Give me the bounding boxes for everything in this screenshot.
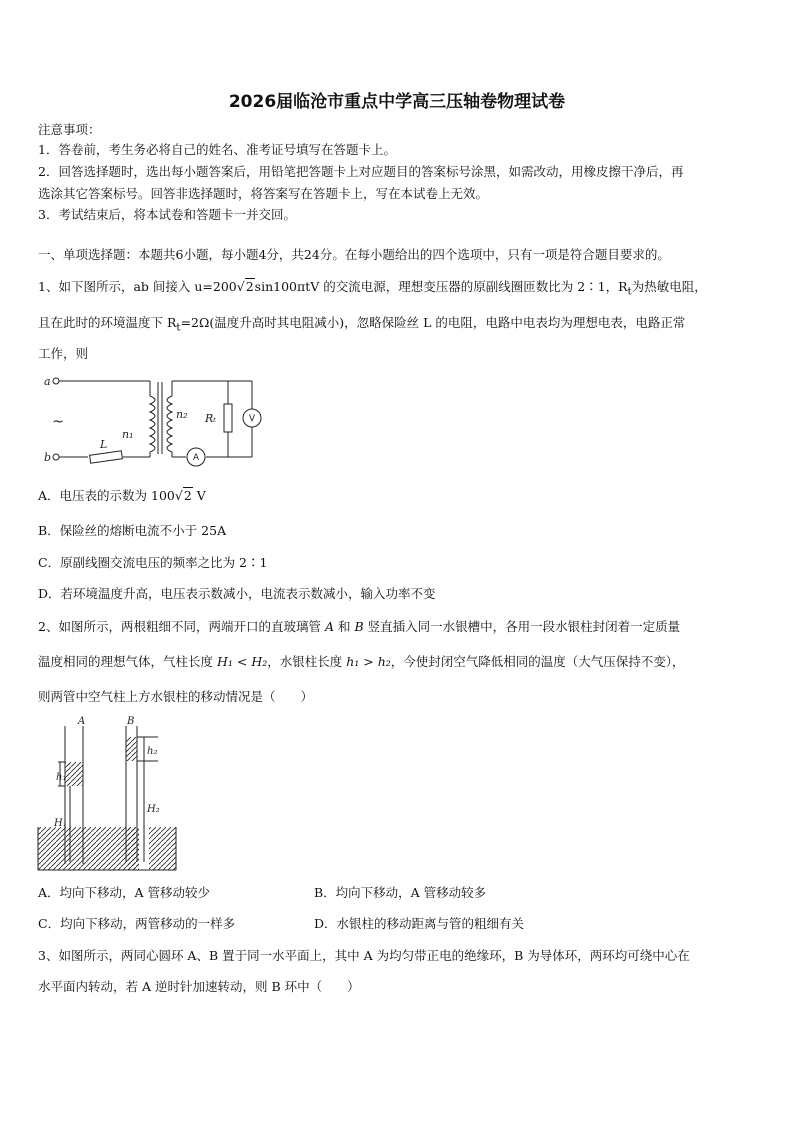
- sqrt-symbol: √2: [174, 488, 192, 503]
- q2-stem-line-1: 2、如图所示，两根粗细不同，两端开口的直玻璃管 A 和 B 竖直插入同一水银槽中，各用一段水银柱封闭着一定质量: [38, 619, 681, 634]
- q1-option-c: C．原副线圈交流电压的频率之比为 2∶1: [38, 555, 268, 570]
- tube-b-label: B: [127, 716, 135, 727]
- rt-label: Rₜ: [205, 412, 216, 425]
- notice-item-1: 1．答卷前，考生务必将自己的姓名、准考证号填写在答题卡上。: [38, 142, 396, 157]
- n1-label: n₁: [122, 428, 134, 441]
- tube-a-label: A: [78, 716, 86, 727]
- q1-stem-line-3: 工作，则: [38, 346, 89, 361]
- notice-item-3: 3．考试结束后，将本试卷和答题卡一并交回。: [38, 207, 296, 222]
- q1-stem-line-2: 且在此时的环境温度下 $R_t=2\Omega$(温度升高时其电阻减小)，忽略保险丝 L 的电阻，电路中电表均为理想电表，电路正常: [38, 315, 686, 334]
- page-title: 2026届临沧市重点中学高三压轴卷物理试卷: [228, 92, 566, 112]
- h2-label: h₂: [147, 746, 158, 757]
- transformer-circuit-figure: [38, 368, 268, 468]
- H2-label: H₂: [147, 804, 160, 815]
- q1-option-a: A．电压表的示数为 100√2 V: [38, 488, 206, 503]
- q2-stem-line-3: 则两管中空气柱上方水银柱的移动情况是（ ）: [38, 689, 314, 704]
- terminal-a-label: a: [44, 375, 51, 388]
- notice-item-2-cont: 选涂其它答案标号。回答非选择题时，将答案写在答题卡上，写在本试卷上无效。: [38, 186, 489, 201]
- q2-option-c: C．均向下移动，两管移动的一样多: [38, 916, 236, 931]
- fuse-label: L: [100, 438, 108, 451]
- ammeter-label: A: [192, 453, 200, 463]
- q3-stem-line-1: 3、如图所示，两同心圆环 A、B 置于同一水平面上，其中 A 为均匀带正电的绝缘环，B 为导体环，两环均可绕中心在: [38, 948, 690, 963]
- sqrt-symbol: √2: [236, 279, 254, 294]
- H1-label: H₁: [54, 818, 67, 829]
- q2-option-a: A．均向下移动，A 管移动较少: [38, 885, 211, 900]
- terminal-b-label: b: [44, 451, 52, 464]
- glass-tubes-figure: [36, 712, 181, 874]
- voltmeter-label: V: [248, 414, 256, 424]
- q2-option-b: B．均向下移动，A 管移动较多: [314, 885, 487, 900]
- h1-label: h₁: [56, 772, 67, 783]
- section-heading: 一、单项选择题：本题共6小题，每小题4分，共24分。在每小题给出的四个选项中，只有一项是符合题目要求的。: [38, 247, 670, 262]
- q2-stem-line-2: 温度相同的理想气体，气柱长度 H₁ < H₂，水银柱长度 h₁ > h₂，今使封闭空气降低相同的温度（大气压保持不变），: [38, 654, 685, 669]
- q1-stem-line-1: 1、如下图所示，ab 间接入 u=200√2sin100πtV 的交流电源，理想变压器的原副线圈匝数比为 2∶1，$R_t$为热敏电阻，: [38, 279, 707, 298]
- ac-source-symbol: ~: [52, 414, 64, 430]
- q3-stem-line-2: 水平面内转动，若 A 逆时针加速转动，则 B 环中（ ）: [38, 979, 360, 994]
- notice-item-2: 2．回答选择题时，选出每小题答案后，用铅笔把答题卡上对应题目的答案标号涂黑，如需改动，用橡皮擦干净后，再: [38, 164, 684, 179]
- notice-heading: 注意事项：: [38, 122, 101, 137]
- n2-label: n₂: [176, 408, 188, 421]
- q2-option-d: D．水银柱的移动距离与管的粗细有关: [314, 916, 525, 931]
- q1-option-b: B．保险丝的熔断电流不小于 25A: [38, 523, 227, 538]
- q1-option-d: D．若环境温度升高，电压表示数减小，电流表示数减小，输入功率不变: [38, 586, 436, 601]
